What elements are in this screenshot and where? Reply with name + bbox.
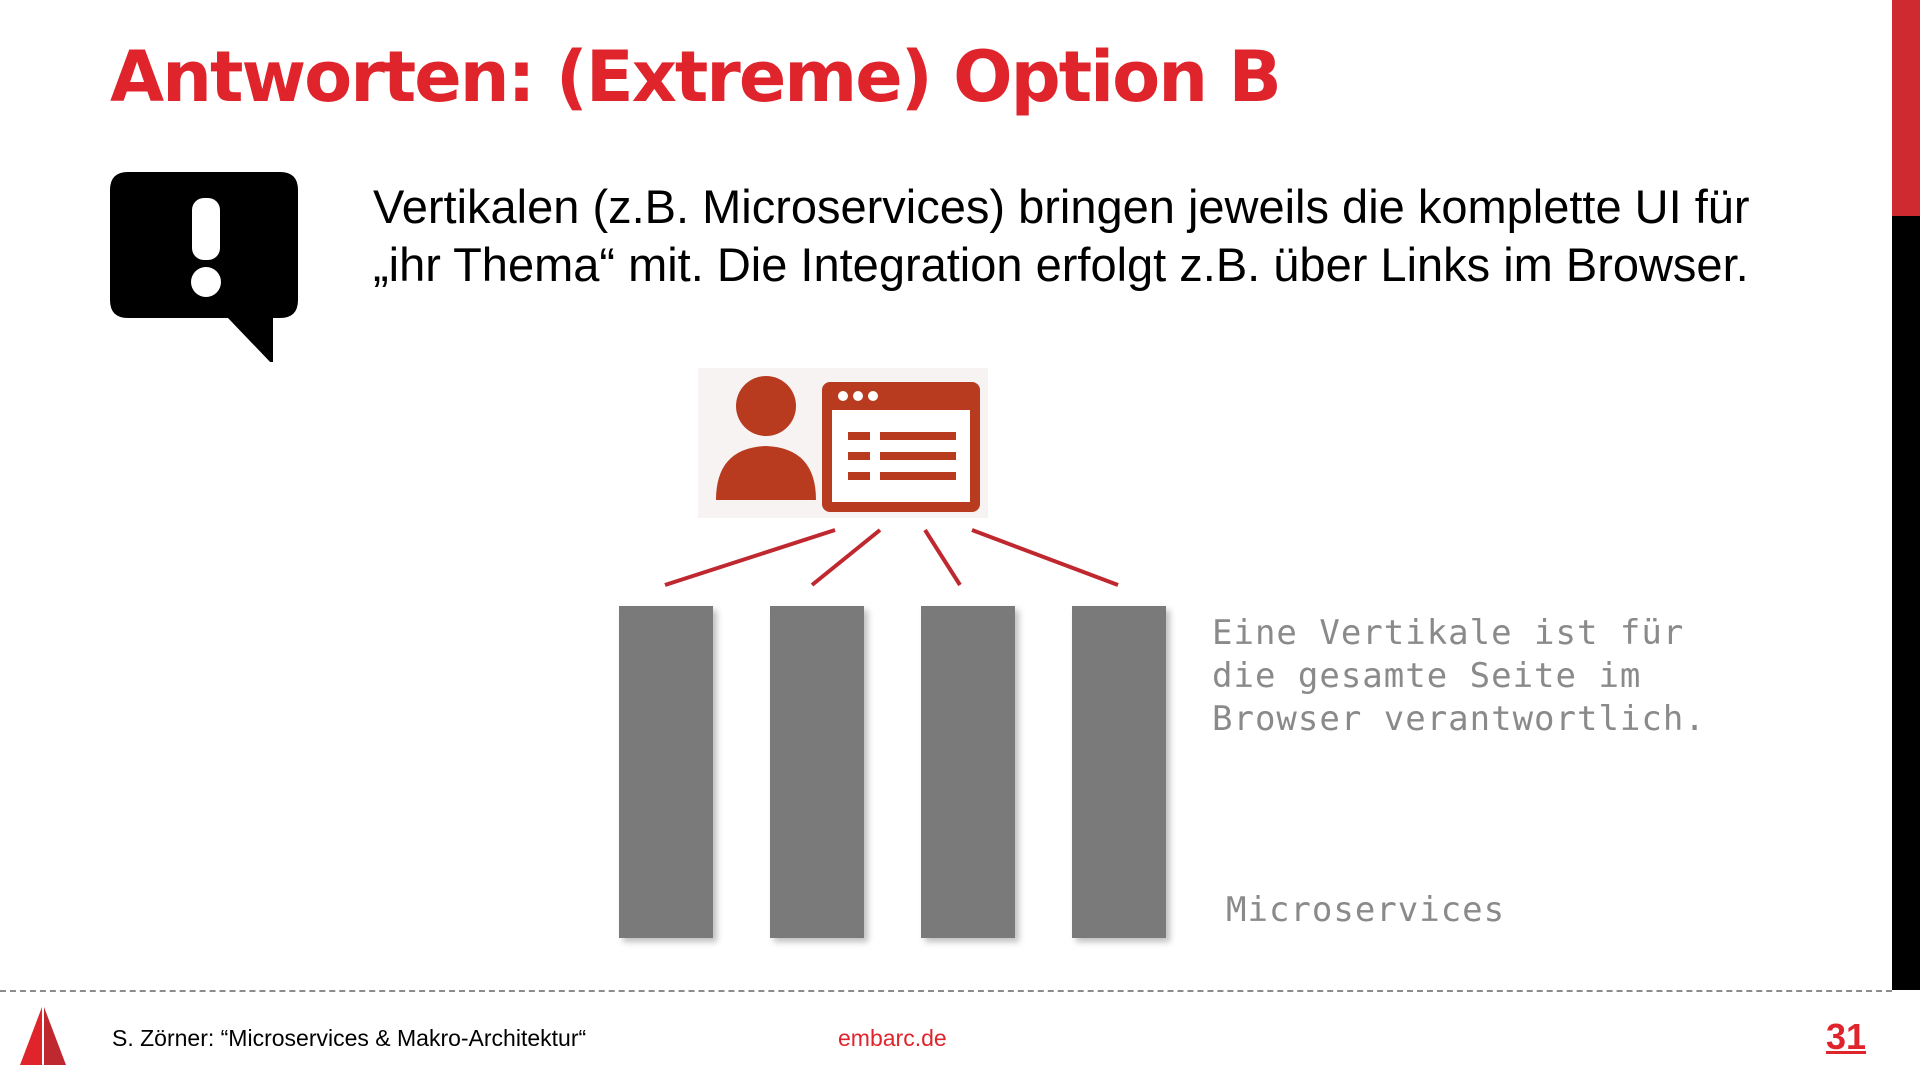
connector-line-2 <box>812 530 880 585</box>
microservice-pillar-3 <box>921 606 1015 938</box>
microservice-pillar-4 <box>1072 606 1166 938</box>
user-with-browser-window-icon <box>698 368 988 518</box>
exclamation-speech-bubble-icon <box>108 170 300 362</box>
footer-website-link[interactable]: embarc.de <box>838 1025 947 1051</box>
microservice-pillar-1 <box>619 606 713 938</box>
side-accent-bar-black <box>1892 216 1920 990</box>
connector-lines <box>640 520 1140 590</box>
embarc-sail-logo <box>14 1005 70 1067</box>
connector-line-1 <box>665 530 835 585</box>
footer-divider <box>0 990 1892 992</box>
microservices-label: Microservices <box>1226 890 1506 930</box>
vertical-note-line-1: Eine Vertikale ist für <box>1212 613 1685 653</box>
connector-line-4 <box>972 530 1118 585</box>
slide-title: Antworten: (Extreme) Option B <box>110 36 1280 118</box>
statement-text <box>373 178 1833 294</box>
side-accent-bar-red <box>1892 0 1920 216</box>
page-number: 31 <box>1826 1016 1867 1057</box>
microservice-pillar-2 <box>770 606 864 938</box>
vertical-note-line-2: die gesamte Seite im <box>1212 656 1642 696</box>
connector-line-3 <box>925 530 960 585</box>
vertical-note <box>1212 612 1706 741</box>
statement-line-1: Vertikalen (z.B. Microservices) bringen jeweils die komplette UI für <box>373 180 1750 233</box>
vertical-note-line-3: Browser verantwortlich. <box>1212 699 1706 739</box>
statement-line-2: „ihr Thema“ mit. Die Integration erfolgt z.B. über Links im Browser. <box>373 238 1749 291</box>
footer-talk-title: S. Zörner: “Microservices & Makro-Architektur“ <box>112 1025 587 1051</box>
